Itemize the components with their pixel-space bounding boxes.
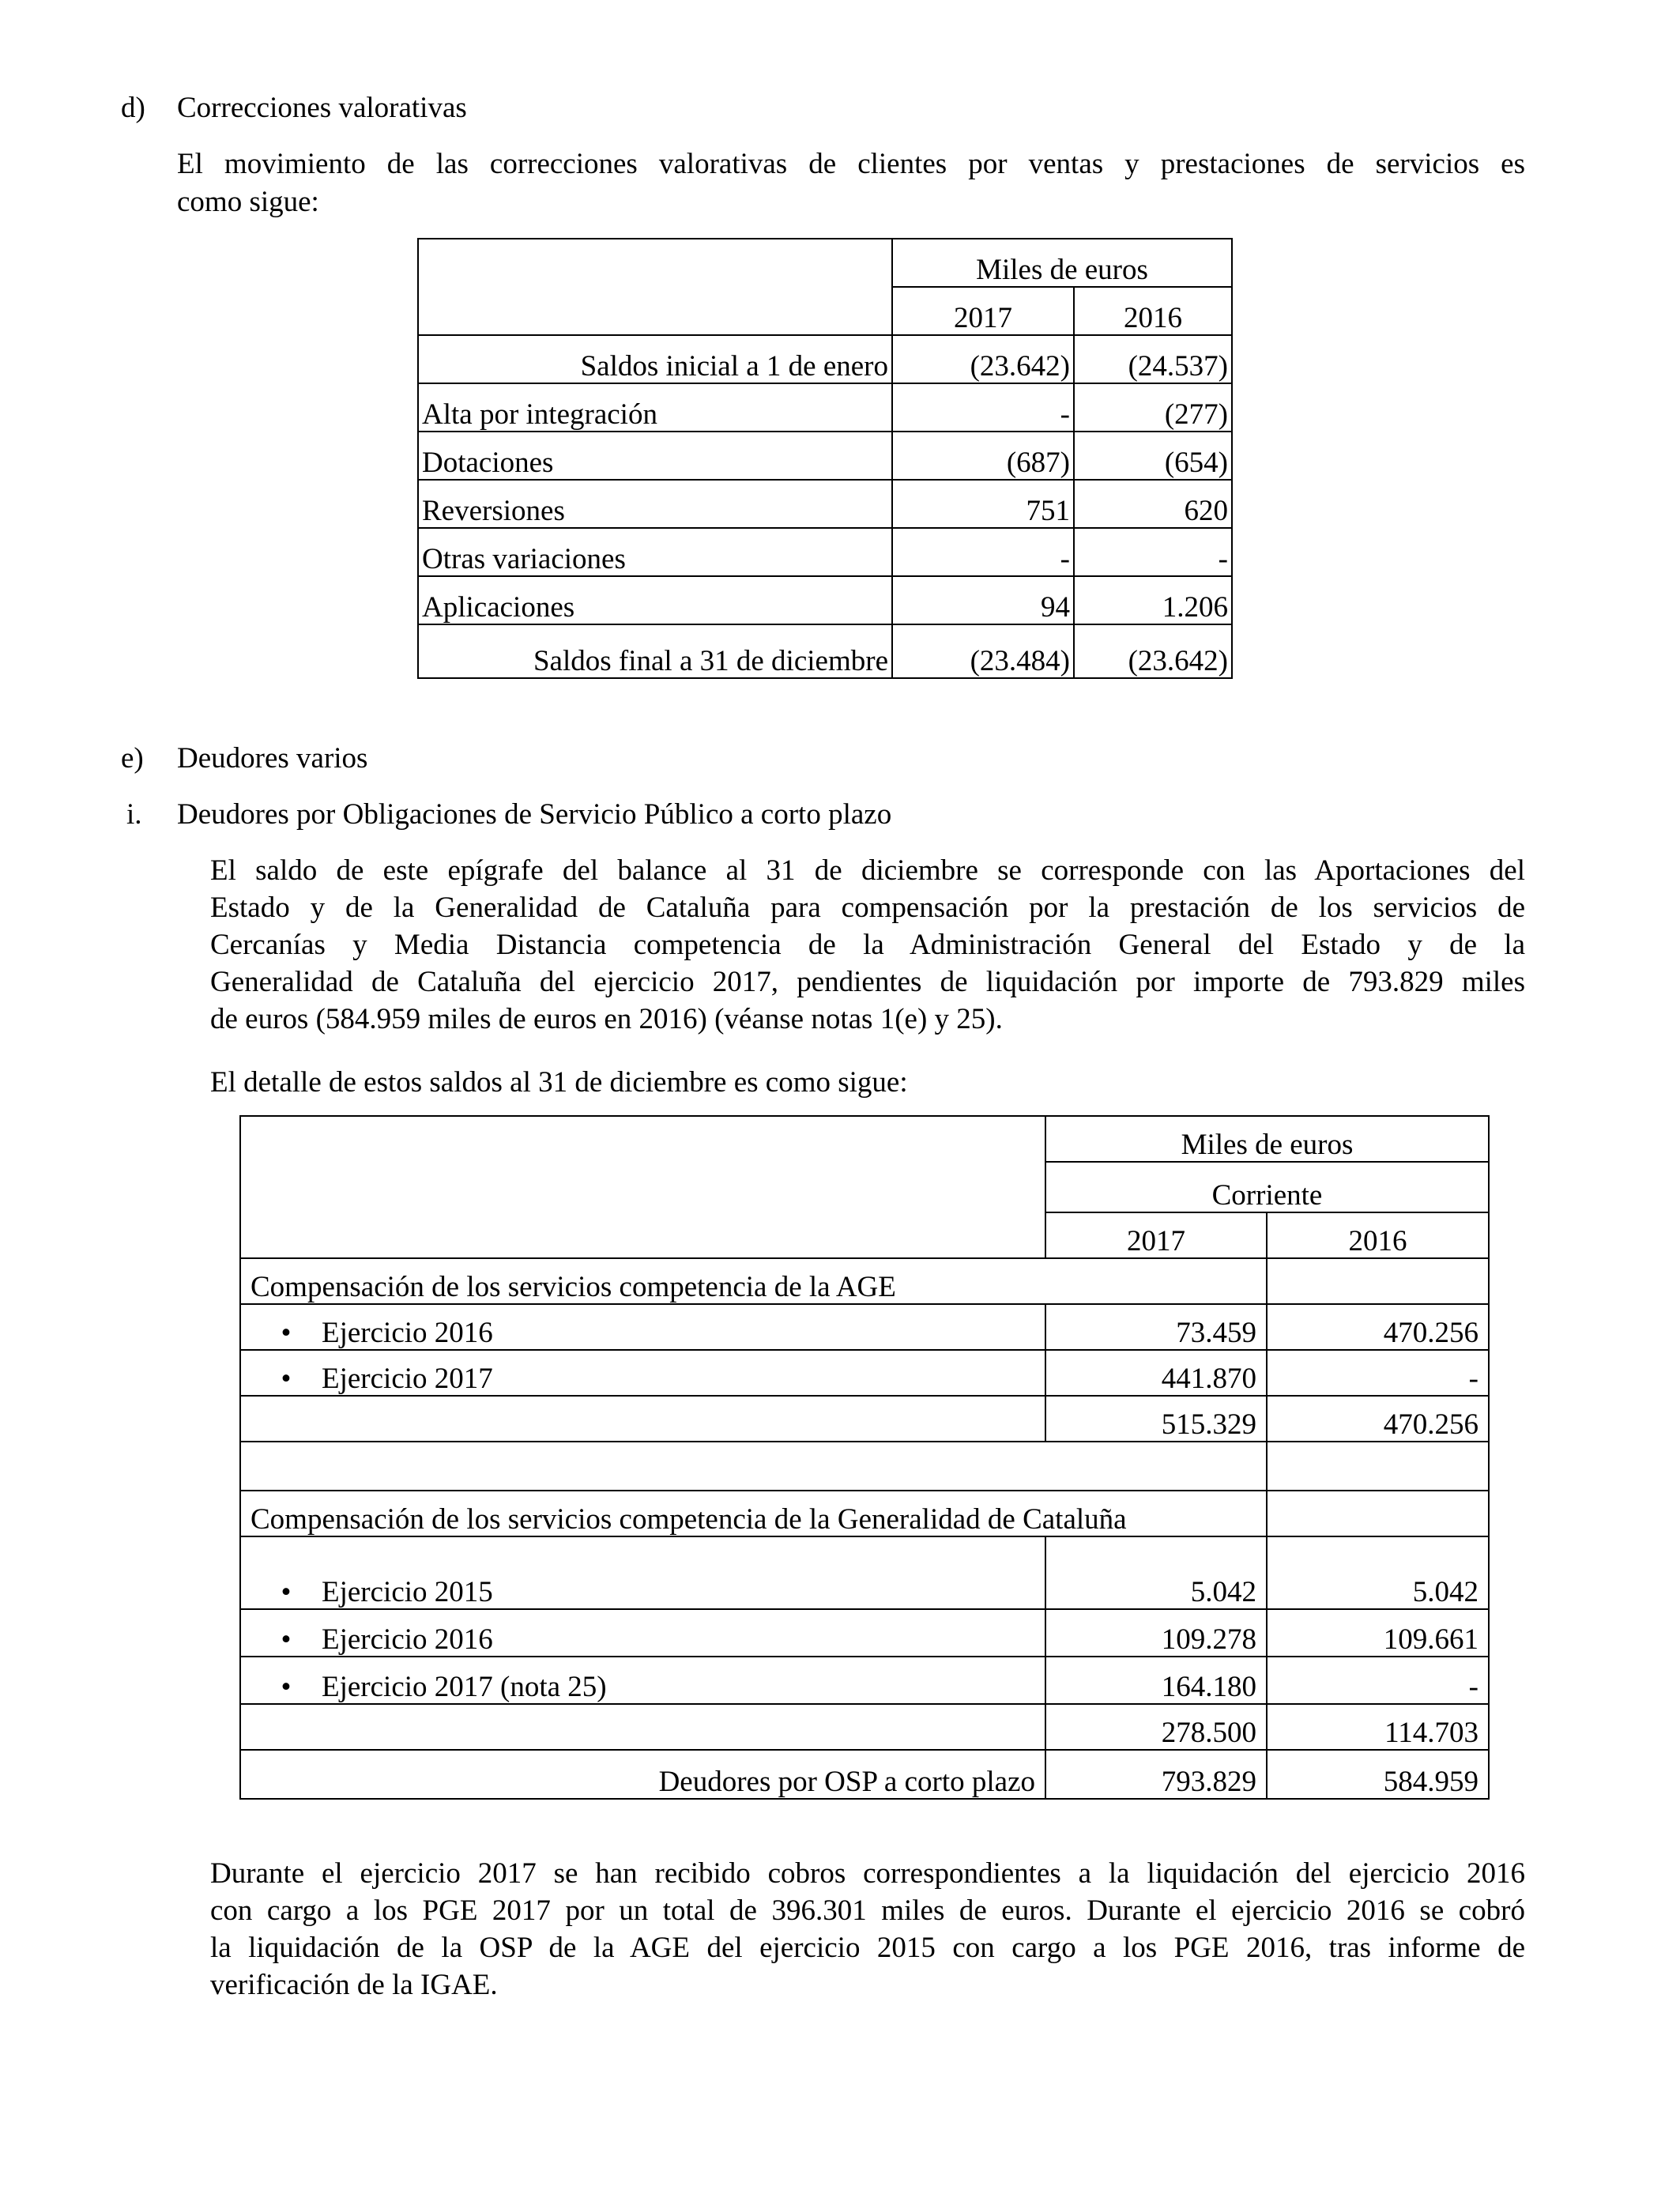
value-2017: 94 (892, 576, 1074, 624)
closing-line: con cargo a los PGE 2017 por un total de 396.301 miles de euros. Durante el ejercicio 2016 se cobró (210, 1894, 1525, 1927)
empty-cell (1267, 1442, 1489, 1491)
gen-section-title: Compensación de los servicios competencia de la Generalidad de Cataluña (240, 1491, 1267, 1536)
paragraph-line: de euros (584.959 miles de euros en 2016) (véanse notas 1(e) y 25). (210, 1003, 1003, 1035)
table-row (418, 528, 1232, 576)
bullet-icon: • (281, 1671, 292, 1703)
value-2016: 5.042 (1267, 1536, 1489, 1609)
total-2017: 793.829 (1045, 1750, 1267, 1799)
row-label: Saldos final a 31 de diciembre (418, 624, 892, 678)
value-2016: (277) (1074, 383, 1232, 432)
table-row (240, 1350, 1489, 1396)
row-label (240, 1350, 1045, 1396)
value-2017: 5.042 (1045, 1536, 1267, 1609)
row-label: Saldos inicial a 1 de enero (418, 335, 892, 383)
total-2016: 584.959 (1267, 1750, 1489, 1799)
section-d-intro-line-1: El movimiento de las correcciones valorativas de clientes por ventas y prestaciones de servicios es (177, 148, 1525, 180)
table-row (418, 576, 1232, 624)
empty-cell (1267, 1491, 1489, 1536)
paragraph-line: Cercanías y Media Distancia competencia de la Administración General del Estado y de la (210, 929, 1525, 961)
table-row (240, 1304, 1489, 1350)
value-2016: - (1267, 1350, 1489, 1396)
empty-cell (1267, 1258, 1489, 1304)
table2-blank-header (240, 1116, 1045, 1258)
row-label: Dotaciones (418, 432, 892, 480)
row-label (240, 1609, 1045, 1657)
table-row (240, 1442, 1489, 1491)
table1-blank-header (418, 239, 892, 335)
section-i-title: Deudores por Obligaciones de Servicio Público a corto plazo (177, 798, 892, 831)
section-d-marker: d) (121, 92, 145, 124)
total-label: Deudores por OSP a corto plazo (240, 1750, 1045, 1799)
table-row (240, 1750, 1489, 1799)
age-section-title: Compensación de los servicios competencia de la AGE (240, 1258, 1267, 1304)
row-label: Reversiones (418, 480, 892, 528)
value-2017: 109.278 (1045, 1609, 1267, 1657)
value-2016: (23.642) (1074, 624, 1232, 678)
bullet-icon: • (281, 1576, 292, 1608)
gen-subtotal-2017: 278.500 (1045, 1704, 1267, 1750)
item-label: Ejercicio 2017 (322, 1363, 493, 1395)
value-2016: 109.661 (1267, 1609, 1489, 1657)
value-2017: 751 (892, 480, 1074, 528)
paragraph-line: El saldo de este epígrafe del balance al 31 de diciembre se corresponde con las Aportaciones del (210, 854, 1525, 887)
table-row (418, 335, 1232, 383)
value-2017: 164.180 (1045, 1657, 1267, 1704)
bullet-icon: • (281, 1363, 292, 1395)
section-e-title: Deudores varios (177, 742, 368, 775)
value-2016: 620 (1074, 480, 1232, 528)
row-label: Otras variaciones (418, 528, 892, 576)
item-label: Ejercicio 2016 (322, 1623, 493, 1656)
item-label: Ejercicio 2015 (322, 1576, 493, 1608)
table-row (418, 432, 1232, 480)
bullet-icon: • (281, 1317, 292, 1349)
section-i-marker: i. (126, 798, 142, 831)
section-e-marker: e) (121, 742, 144, 775)
osp-debtors-table (239, 1115, 1490, 1800)
value-2016: 1.206 (1074, 576, 1232, 624)
row-label (240, 1536, 1045, 1609)
row-label: Aplicaciones (418, 576, 892, 624)
table-row (418, 383, 1232, 432)
table2-year-2016: 2016 (1267, 1212, 1489, 1258)
table-row (418, 480, 1232, 528)
empty-cell (240, 1396, 1045, 1442)
value-2016: (24.537) (1074, 335, 1232, 383)
row-label (240, 1657, 1045, 1704)
table-row (240, 1657, 1489, 1704)
table-row (418, 624, 1232, 678)
value-2017: 73.459 (1045, 1304, 1267, 1350)
row-label: Alta por integración (418, 383, 892, 432)
table2-year-2017: 2017 (1045, 1212, 1267, 1258)
value-2017: (23.484) (892, 624, 1074, 678)
value-2017: 441.870 (1045, 1350, 1267, 1396)
item-label: Ejercicio 2016 (322, 1317, 493, 1349)
value-2016: 470.256 (1267, 1304, 1489, 1350)
empty-cell (240, 1704, 1045, 1750)
table1-year-2016: 2016 (1074, 287, 1232, 335)
value-2017: - (892, 528, 1074, 576)
value-2016: - (1074, 528, 1232, 576)
gen-subtotal-2016: 114.703 (1267, 1704, 1489, 1750)
section-d-intro-line-2: como sigue: (177, 186, 319, 218)
table2-header-sub: Corriente (1045, 1162, 1489, 1212)
table1-year-2017: 2017 (892, 287, 1074, 335)
table-row (240, 1258, 1489, 1304)
table1-header-group: Miles de euros (892, 239, 1232, 287)
paragraph-line: Estado y de la Generalidad de Cataluña para compensación por la prestación de los servicios de (210, 892, 1525, 924)
empty-cell (240, 1442, 1267, 1491)
valuation-corrections-table (417, 238, 1233, 679)
table-row (240, 1491, 1489, 1536)
bullet-icon: • (281, 1623, 292, 1656)
closing-line: Durante el ejercicio 2017 se han recibido cobros correspondientes a la liquidación del ejercicio 2016 (210, 1857, 1525, 1890)
closing-line: la liquidación de la OSP de la AGE del ejercicio 2015 con cargo a los PGE 2016, tras informe de (210, 1932, 1525, 1964)
age-subtotal-2017: 515.329 (1045, 1396, 1267, 1442)
item-label: Ejercicio 2017 (nota 25) (322, 1671, 607, 1703)
section-d-title: Correcciones valorativas (177, 92, 467, 124)
value-2017: (23.642) (892, 335, 1074, 383)
table-row (240, 1704, 1489, 1750)
closing-line: verificación de la IGAE. (210, 1969, 498, 2001)
paragraph-line: Generalidad de Cataluña del ejercicio 2017, pendientes de liquidación por importe de 793.829 miles (210, 966, 1525, 998)
table-row (240, 1396, 1489, 1442)
value-2016: (654) (1074, 432, 1232, 480)
table-row (240, 1536, 1489, 1609)
detail-intro: El detalle de estos saldos al 31 de diciembre es como sigue: (210, 1066, 908, 1099)
age-subtotal-2016: 470.256 (1267, 1396, 1489, 1442)
table-row (240, 1609, 1489, 1657)
row-label (240, 1304, 1045, 1350)
value-2017: (687) (892, 432, 1074, 480)
value-2017: - (892, 383, 1074, 432)
table2-header-group: Miles de euros (1045, 1116, 1489, 1162)
value-2016: - (1267, 1657, 1489, 1704)
